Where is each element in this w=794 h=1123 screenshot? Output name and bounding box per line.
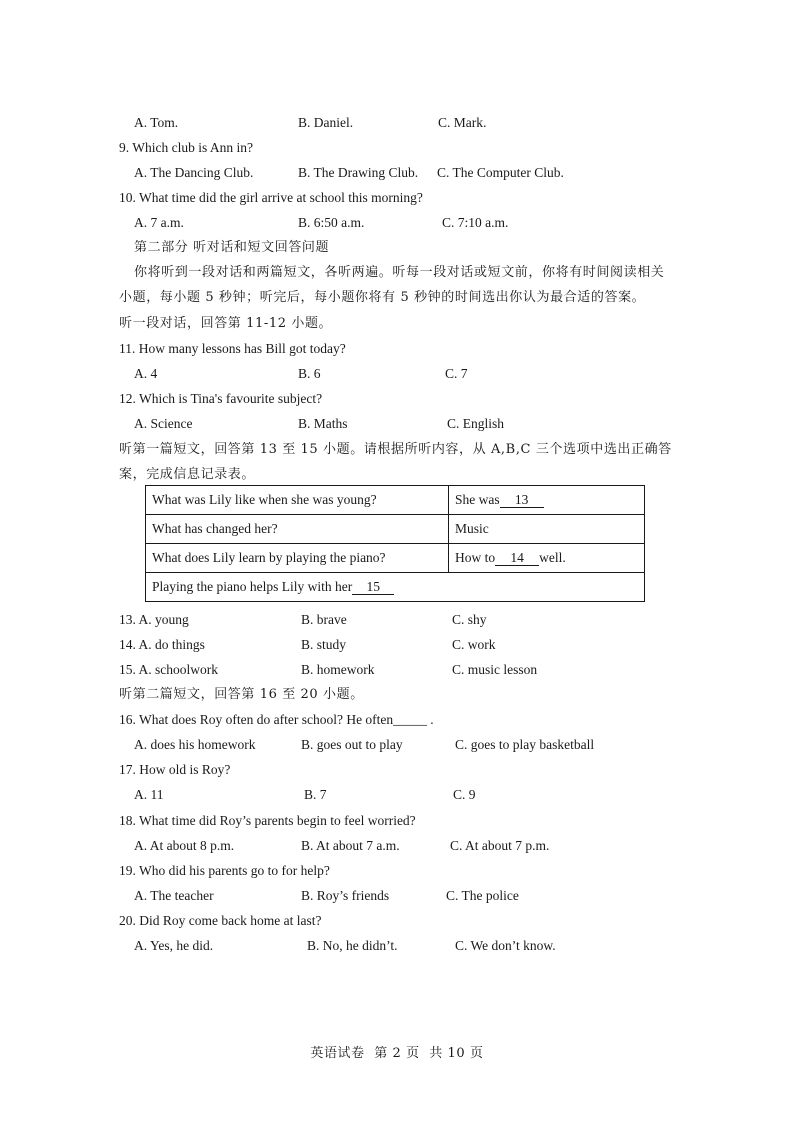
table-row <box>146 573 645 602</box>
q20-option-a: A. Yes, he did. <box>134 938 214 953</box>
table-answer <box>449 544 645 573</box>
q12-option-a: A. Science <box>134 416 193 431</box>
q16-option-b: B. goes out to play <box>301 737 403 752</box>
q15-option-b: B. homework <box>301 662 375 677</box>
q14-option-b: B. study <box>301 637 347 652</box>
q16-option-c: C. goes to play basketball <box>455 737 595 752</box>
q20-option-b: B. No, he didn’t. <box>307 938 398 953</box>
q12-option-c: C. English <box>447 416 505 431</box>
q14-option-c: C. work <box>452 637 496 652</box>
answer-prefix: She was <box>455 492 500 507</box>
table-question: What has changed her? <box>146 515 449 544</box>
summary-prefix: Playing the piano helps Lily with her <box>152 579 353 594</box>
table-row <box>146 486 645 515</box>
table-row <box>146 544 645 573</box>
q11-option-b: B. 6 <box>298 366 321 381</box>
q8-option-c: C. Mark. <box>438 115 487 130</box>
q18-option-b: B. At about 7 a.m. <box>301 838 400 853</box>
part2-instruction-line1: 你将听到一段对话和两篇短文，各听两遍。听每一段对话或短文前，你将有时间阅读相关 <box>134 265 665 280</box>
page-footer: 英语试卷 第 2 页 共 10 页 <box>310 1046 484 1061</box>
answer-blank-13: 13 <box>500 493 544 508</box>
answer-suffix: well. <box>539 550 566 565</box>
q9-stem: 9. Which club is Ann in? <box>119 140 253 155</box>
q17-option-b: B. 7 <box>304 787 327 802</box>
q19-option-c: C. The police <box>446 888 519 903</box>
table-row <box>146 515 645 544</box>
q9-option-c: C. The Computer Club. <box>437 165 564 180</box>
q13-option-b: B. brave <box>301 612 347 627</box>
info-record-table <box>145 485 645 602</box>
q10-stem: 10. What time did the girl arrive at school this morning? <box>119 190 423 205</box>
answer-prefix: How to <box>455 550 496 565</box>
q10-option-b: B. 6:50 a.m. <box>298 215 365 230</box>
q9-option-a: A. The Dancing Club. <box>134 165 254 180</box>
q11-stem: 11. How many lessons has Bill got today? <box>119 341 346 356</box>
q12-option-b: B. Maths <box>298 416 348 431</box>
passage1-instruction-line2: 案，完成信息记录表。 <box>119 467 256 482</box>
q13-option-c: C. shy <box>452 612 487 627</box>
q11-option-c: C. 7 <box>445 366 468 381</box>
q14-option-a: 14. A. do things <box>119 637 205 652</box>
passage2-instruction: 听第二篇短文，回答第 16 至 20 小题。 <box>119 687 364 702</box>
q10-option-a: A. 7 a.m. <box>134 215 184 230</box>
q19-option-b: B. Roy’s friends <box>301 888 390 903</box>
q15-option-c: C. music lesson <box>452 662 538 677</box>
q11-option-a: A. 4 <box>134 366 158 381</box>
q12-stem: 12. Which is Tina's favourite subject? <box>119 391 323 406</box>
answer-blank-15: 15 <box>352 580 394 595</box>
part2-title: 第二部分 听对话和短文回答问题 <box>134 240 330 255</box>
q20-option-c: C. We don’t know. <box>455 938 556 953</box>
q16-stem: 16. What does Roy often do after school? He often_____ . <box>119 712 434 727</box>
q19-option-a: A. The teacher <box>134 888 214 903</box>
q13-option-a: 13. A. young <box>119 612 189 627</box>
q8-option-a: A. Tom. <box>134 115 179 130</box>
q10-option-c: C. 7:10 a.m. <box>442 215 509 230</box>
q19-stem: 19. Who did his parents go to for help? <box>119 863 330 878</box>
table-answer <box>449 486 645 515</box>
table-summary <box>146 573 645 602</box>
answer-blank-14: 14 <box>495 551 539 566</box>
part2-instruction-line2: 小题，每小题 5 秒钟；听完后，每小题你将有 5 秒钟的时间选出你认为最合适的答案。 <box>119 290 646 305</box>
q9-option-b: B. The Drawing Club. <box>298 165 419 180</box>
q20-stem: 20. Did Roy come back home at last? <box>119 913 322 928</box>
q8-option-b: B. Daniel. <box>298 115 354 130</box>
q16-option-a: A. does his homework <box>134 737 256 752</box>
q18-option-a: A. At about 8 p.m. <box>134 838 235 853</box>
q18-option-c: C. At about 7 p.m. <box>450 838 550 853</box>
q17-option-a: A. 11 <box>134 787 164 802</box>
q15-option-a: 15. A. schoolwork <box>119 662 218 677</box>
q18-stem: 18. What time did Roy’s parents begin to feel worried? <box>119 813 416 828</box>
q17-option-c: C. 9 <box>453 787 476 802</box>
q17-stem: 17. How old is Roy? <box>119 762 231 777</box>
table-question: What was Lily like when she was young? <box>146 486 449 515</box>
table-answer: Music <box>449 515 645 544</box>
passage1-instruction-line1: 听第一篇短文，回答第 13 至 15 小题。请根据所听内容，从 A,B,C 三个选项中选出正确答 <box>119 442 672 457</box>
table-question: What does Lily learn by playing the piano? <box>146 544 449 573</box>
dialog-instruction: 听一段对话，回答第 11-12 小题。 <box>119 316 333 331</box>
